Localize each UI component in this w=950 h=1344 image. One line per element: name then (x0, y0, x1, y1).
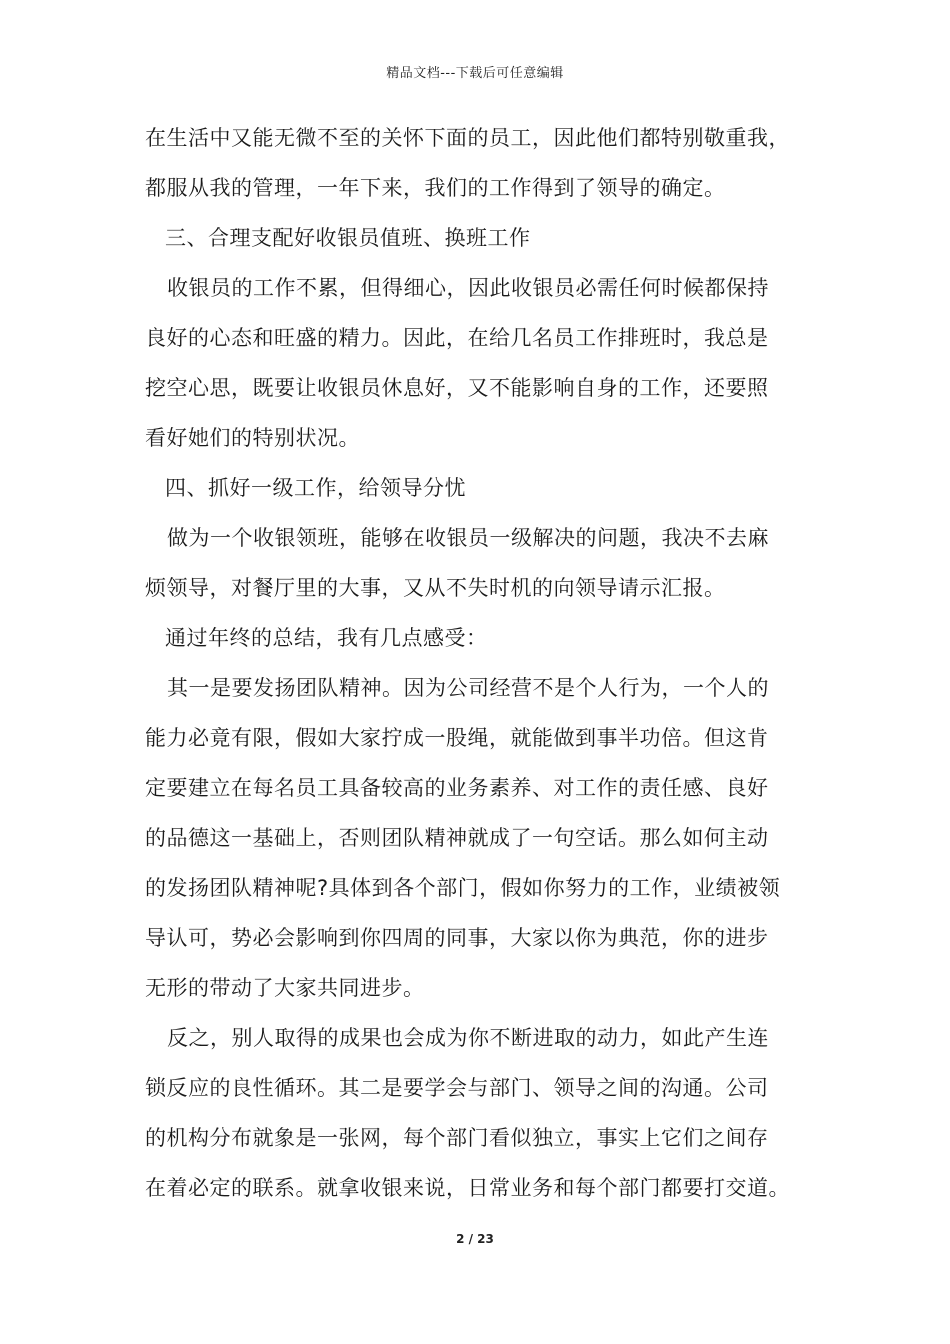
text-line: 无形的带动了大家共同进步。 (145, 976, 425, 1000)
text-line: 挖空心思，既要让收银员休息好，又不能影响自身的工作，还要照 (145, 376, 769, 400)
page-header: 精品文档---下载后可任意编辑 (386, 66, 564, 81)
text-line: 在生活中又能无微不至的关怀下面的员工，因此他们都特别敬重我， (145, 126, 790, 150)
text-line: 看好她们的特别状况。 (145, 426, 360, 450)
text-line: 在着必定的联系。就拿收银来说，日常业务和每个部门都要打交道。 (145, 1176, 790, 1200)
text-line: 收银员的工作不累，但得细心，因此收银员必需任何时候都保持 (167, 276, 769, 300)
text-line: 定要建立在每名员工具备较高的业务素养、对工作的责任感、良好 (145, 776, 769, 800)
document-body (145, 126, 817, 1200)
section-heading: 四、抓好一级工作，给领导分忧 (165, 476, 466, 500)
text-line: 反之，别人取得的成果也会成为你不断进取的动力，如此产生连 (167, 1026, 769, 1050)
text-line: 良好的心态和旺盛的精力。因此，在给几名员工作排班时，我总是 (145, 326, 769, 350)
text-line: 通过年终的总结，我有几点感受： (165, 626, 488, 650)
page-number: 2 / 23 (456, 1232, 494, 1246)
text-line: 做为一个收银领班，能够在收银员一级解决的问题，我决不去麻 (167, 526, 769, 550)
text-line: 其一是要发扬团队精神。因为公司经营不是个人行为，一个人的 (167, 676, 769, 700)
text-line: 锁反应的良性循环。其二是要学会与部门、领导之间的沟通。公司 (145, 1076, 769, 1100)
text-line: 能力必竟有限，假如大家拧成一股绳，就能做到事半功倍。但这肯 (145, 726, 769, 750)
text-line: 都服从我的管理，一年下来，我们的工作得到了领导的确定。 (145, 176, 726, 200)
section-heading: 三、合理支配好收银员值班、换班工作 (165, 226, 531, 250)
text-line: 的品德这一基础上，否则团队精神就成了一句空话。那么如何主动 (145, 826, 769, 850)
text-line: 导认可，势必会影响到你四周的同事，大家以你为典范，你的进步 (145, 926, 769, 950)
text-line: 烦领导，对餐厅里的大事，又从不失时机的向领导请示汇报。 (145, 576, 726, 600)
text-line: 的机构分布就象是一张网，每个部门看似独立，事实上它们之间存 (145, 1126, 769, 1150)
text-line: 的发扬团队精神呢?具体到各个部门，假如你努力的工作，业绩被领 (145, 876, 781, 900)
